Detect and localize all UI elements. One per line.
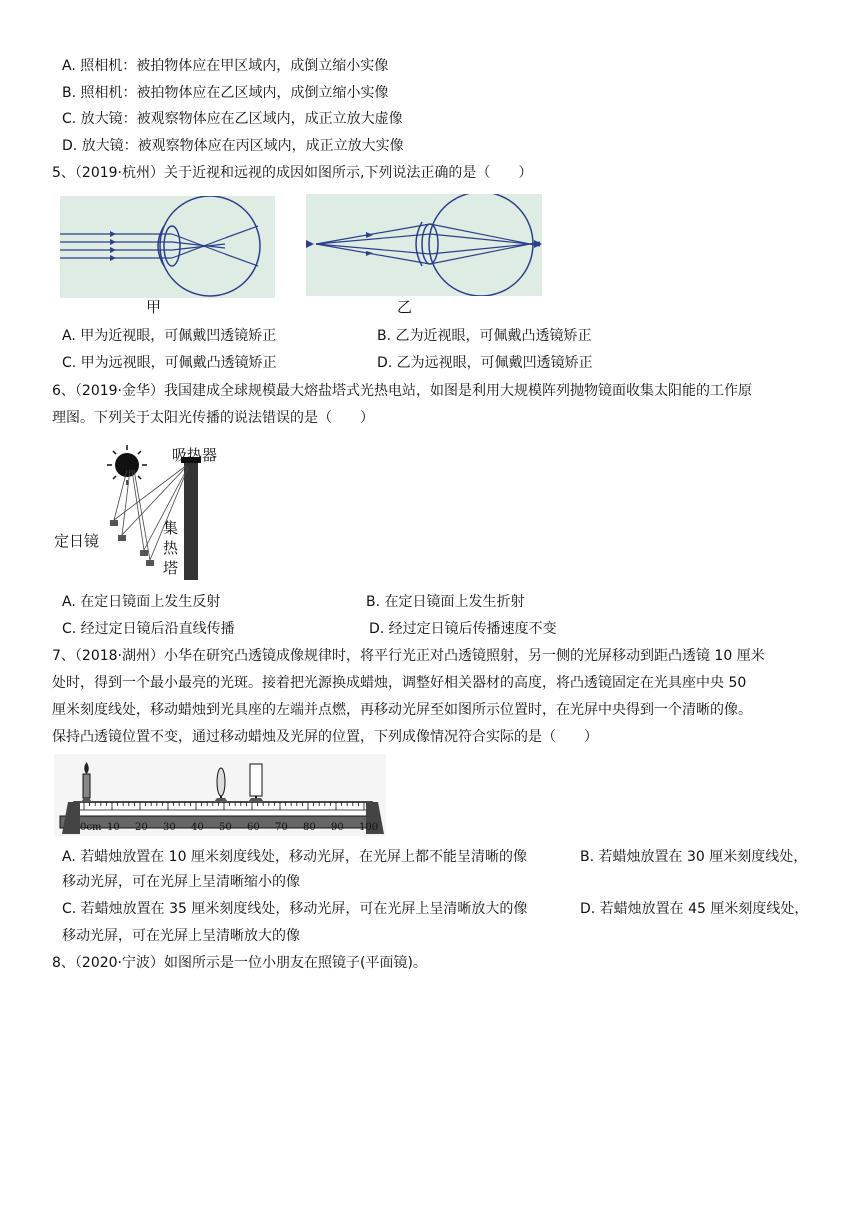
optical-bench-diagram — [54, 754, 386, 836]
q7-stem-line2: 处时，得到一个最小最亮的光斑。接着把光源换成蜡烛，调整好相关器材的高度，将凸透镜固定在光具座中央 50 — [52, 675, 747, 691]
q7-option-c: C. 若蜡烛放置在 35 厘米刻度线处，移动光屏，可在光屏上呈清晰放大的像 — [62, 901, 528, 917]
eye-diagram-myopia — [60, 196, 275, 298]
ruler-tick-label: 90 — [331, 822, 344, 833]
q6-option-d: D. 经过定日镜后传播速度不变 — [369, 621, 557, 637]
q4-option-b: B. 照相机：被拍物体应在乙区域内，成倒立缩小实像 — [62, 85, 389, 101]
q7-stem-line3: 厘米刻度线处，移动蜡烛到光具座的左端并点燃，再移动光屏至如图所示位置时，在光屏中央得到一个清晰的像。 — [52, 702, 752, 718]
q7-stem-line1: 7、（2018·湖州）小华在研究凸透镜成像规律时，将平行光正对凸透镜照射，另一侧的光屏移动到距凸透镜 10 厘米 — [52, 648, 765, 664]
ruler-tick-label: 0cm — [80, 822, 102, 833]
q4-option-d: D. 放大镜：被观察物体应在丙区域内，成正立放大实像 — [62, 138, 404, 154]
q6-option-b: B. 在定日镜面上发生折射 — [366, 594, 525, 610]
ruler-tick-label: 70 — [275, 822, 288, 833]
q7-stem-line4: 保持凸透镜位置不变，通过移动蜡烛及光屏的位置，下列成像情况符合实际的是（ ） — [52, 729, 598, 745]
q6-stem-line2: 理图。下列关于太阳光传播的说法错误的是（ ） — [52, 410, 374, 426]
q5-option-d: D. 乙为远视眼，可佩戴凹透镜矫正 — [377, 355, 593, 371]
ruler-tick-label: 40 — [191, 822, 204, 833]
ruler-tick-label: 30 — [163, 822, 176, 833]
q5-option-a: A. 甲为近视眼，可佩戴凹透镜矫正 — [62, 328, 277, 344]
eye-diagram-hyperopia — [306, 194, 542, 296]
q6-option-a: A. 在定日镜面上发生反射 — [62, 594, 221, 610]
q7-option-b-cont: 移动光屏，可在光屏上呈清晰缩小的像 — [62, 874, 300, 890]
q6-stem-line1: 6、（2019·金华）我国建成全球规模最大熔盐塔式光热电站，如图是利用大规模阵列抛物镜面收集太阳能的工作原 — [52, 383, 752, 399]
label-heliostat: 定日镜 — [54, 532, 100, 550]
ruler-tick-label: 80 — [303, 822, 316, 833]
label-tower-1: 集 — [163, 519, 179, 537]
q4-option-a: A. 照相机：被拍物体应在甲区域内，成倒立缩小实像 — [62, 58, 389, 74]
label-receiver: 吸热器 — [172, 446, 218, 464]
ruler-tick-label: 50 — [219, 822, 232, 833]
q8-stem: 8、（2020·宁波）如图所示是一位小朋友在照镜子(平面镜)。 — [52, 955, 427, 971]
q7-option-b: B. 若蜡烛放置在 30 厘米刻度线处， — [580, 849, 808, 865]
fig-label-jia: 甲 — [146, 298, 162, 316]
ruler-tick-label: 100 — [359, 822, 379, 833]
q7-option-d-cont: 移动光屏，可在光屏上呈清晰放大的像 — [62, 928, 300, 944]
q5-stem: 5、（2019·杭州）关于近视和远视的成因如图所示,下列说法正确的是（ ） — [52, 165, 533, 181]
ruler-tick-label: 60 — [247, 822, 260, 833]
q5-option-b: B. 乙为近视眼，可佩戴凸透镜矫正 — [377, 328, 592, 344]
q7-option-a: A. 若蜡烛放置在 10 厘米刻度线处，移动光屏，在光屏上都不能呈清晰的像 — [62, 849, 527, 865]
q6-option-c: C. 经过定日镜后沿直线传播 — [62, 621, 235, 637]
ruler-tick-label: 10 — [107, 822, 120, 833]
fig-label-yi: 乙 — [397, 298, 413, 316]
q7-option-d: D. 若蜡烛放置在 45 厘米刻度线处， — [580, 901, 809, 917]
label-tower-3: 塔 — [163, 559, 179, 577]
q4-option-c: C. 放大镜：被观察物体应在乙区域内，成正立放大虚像 — [62, 111, 403, 127]
q5-option-c: C. 甲为远视眼，可佩戴凸透镜矫正 — [62, 355, 277, 371]
ruler-tick-label: 20 — [135, 822, 148, 833]
label-tower-2: 热 — [163, 539, 179, 557]
